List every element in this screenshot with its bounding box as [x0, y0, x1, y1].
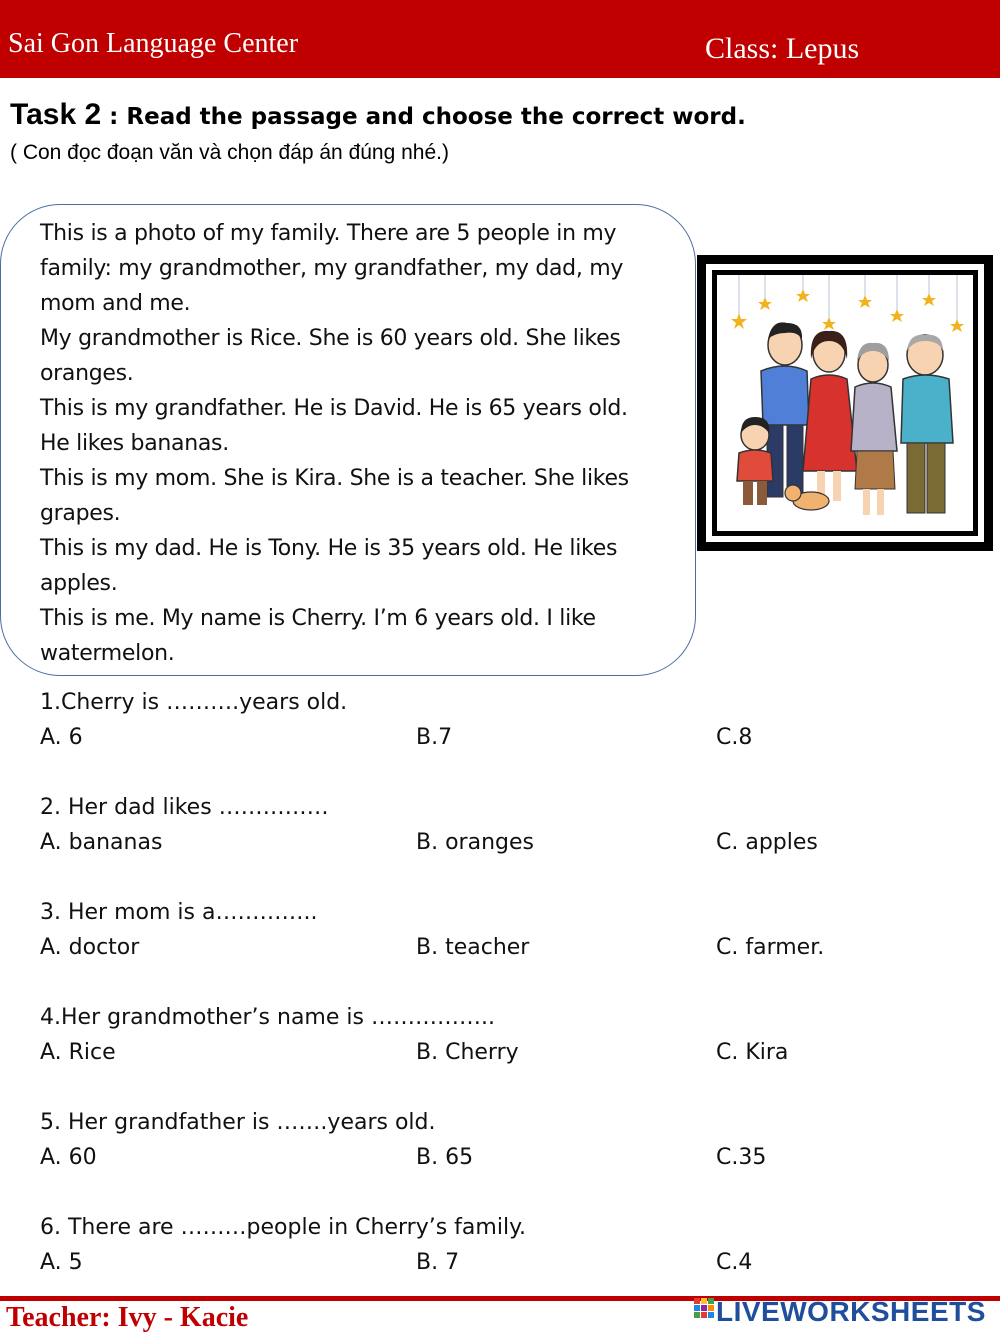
question-stem: 4.Her grandmother’s name is ……………..: [40, 1005, 495, 1030]
question-stem: 3. Her mom is a…………..: [40, 900, 318, 925]
passage-line: family: my grandmother, my grandfather, my dad, my: [40, 256, 624, 281]
passage-line: This is a photo of my family. There are 5 people in my: [40, 221, 617, 246]
question-stem: 5. Her grandfather is …….years old.: [40, 1110, 436, 1135]
passage-line: This is my mom. She is Kira. She is a teacher. She likes: [40, 466, 629, 491]
option-b[interactable]: B. oranges: [416, 830, 534, 855]
passage-text: [40, 216, 680, 671]
question-stem: 2. Her dad likes ……………: [40, 795, 329, 820]
task-instruction: : Read the passage and choose the correct word.: [101, 104, 746, 130]
teacher-name: Teacher: Ivy - Kacie: [6, 1302, 249, 1333]
passage-line: This is my dad. He is Tony. He is 35 years old. He likes: [40, 536, 618, 561]
liveworksheets-logo[interactable]: [694, 1296, 994, 1326]
option-a[interactable]: A. Rice: [40, 1040, 116, 1065]
family-photo-frame: [697, 255, 993, 551]
passage-line: watermelon.: [40, 641, 175, 666]
passage-line: This is me. My name is Cherry. I’m 6 years old. I like: [40, 606, 596, 631]
option-c[interactable]: C.4: [716, 1250, 753, 1275]
task-title: [10, 98, 746, 132]
option-a[interactable]: A. 60: [40, 1145, 97, 1170]
center-name: Sai Gon Language Center: [8, 28, 299, 59]
passage-line: mom and me.: [40, 291, 191, 316]
passage-line: oranges.: [40, 361, 134, 386]
family-illustration-svg: [717, 275, 973, 531]
family-illustration: [717, 275, 973, 531]
option-b[interactable]: B. 7: [416, 1250, 460, 1275]
option-b[interactable]: B. 65: [416, 1145, 474, 1170]
class-label: Class: Lepus: [705, 32, 860, 65]
option-b[interactable]: B.7: [416, 725, 453, 750]
question-stem: 1.Cherry is ……….years old.: [40, 690, 348, 715]
option-c[interactable]: C. apples: [716, 830, 818, 855]
option-a[interactable]: A. 5: [40, 1250, 83, 1275]
header-bar: [0, 0, 1000, 78]
logo-text: LIVEWORKSHEETS: [716, 1296, 986, 1327]
passage-line: My grandmother is Rice. She is 60 years old. She likes: [40, 326, 621, 351]
logo-icon: [694, 1298, 714, 1326]
option-c[interactable]: C. Kira: [716, 1040, 789, 1065]
passage-line: grapes.: [40, 501, 121, 526]
passage-line: This is my grandfather. He is David. He is 65 years old.: [40, 396, 628, 421]
task-subtitle: ( Con đọc đoạn văn và chọn đáp án đúng nhé.): [10, 141, 449, 164]
option-b[interactable]: B. teacher: [416, 935, 530, 960]
option-a[interactable]: A. bananas: [40, 830, 163, 855]
passage-line: He likes bananas.: [40, 431, 229, 456]
option-b[interactable]: B. Cherry: [416, 1040, 519, 1065]
question-stem: 6. There are ………people in Cherry’s family.: [40, 1215, 526, 1240]
option-c[interactable]: C.35: [716, 1145, 767, 1170]
option-c[interactable]: C.8: [716, 725, 753, 750]
option-c[interactable]: C. farmer.: [716, 935, 825, 960]
option-a[interactable]: A. doctor: [40, 935, 140, 960]
option-a[interactable]: A. 6: [40, 725, 83, 750]
passage-line: apples.: [40, 571, 118, 596]
task-number: Task 2: [10, 98, 102, 131]
